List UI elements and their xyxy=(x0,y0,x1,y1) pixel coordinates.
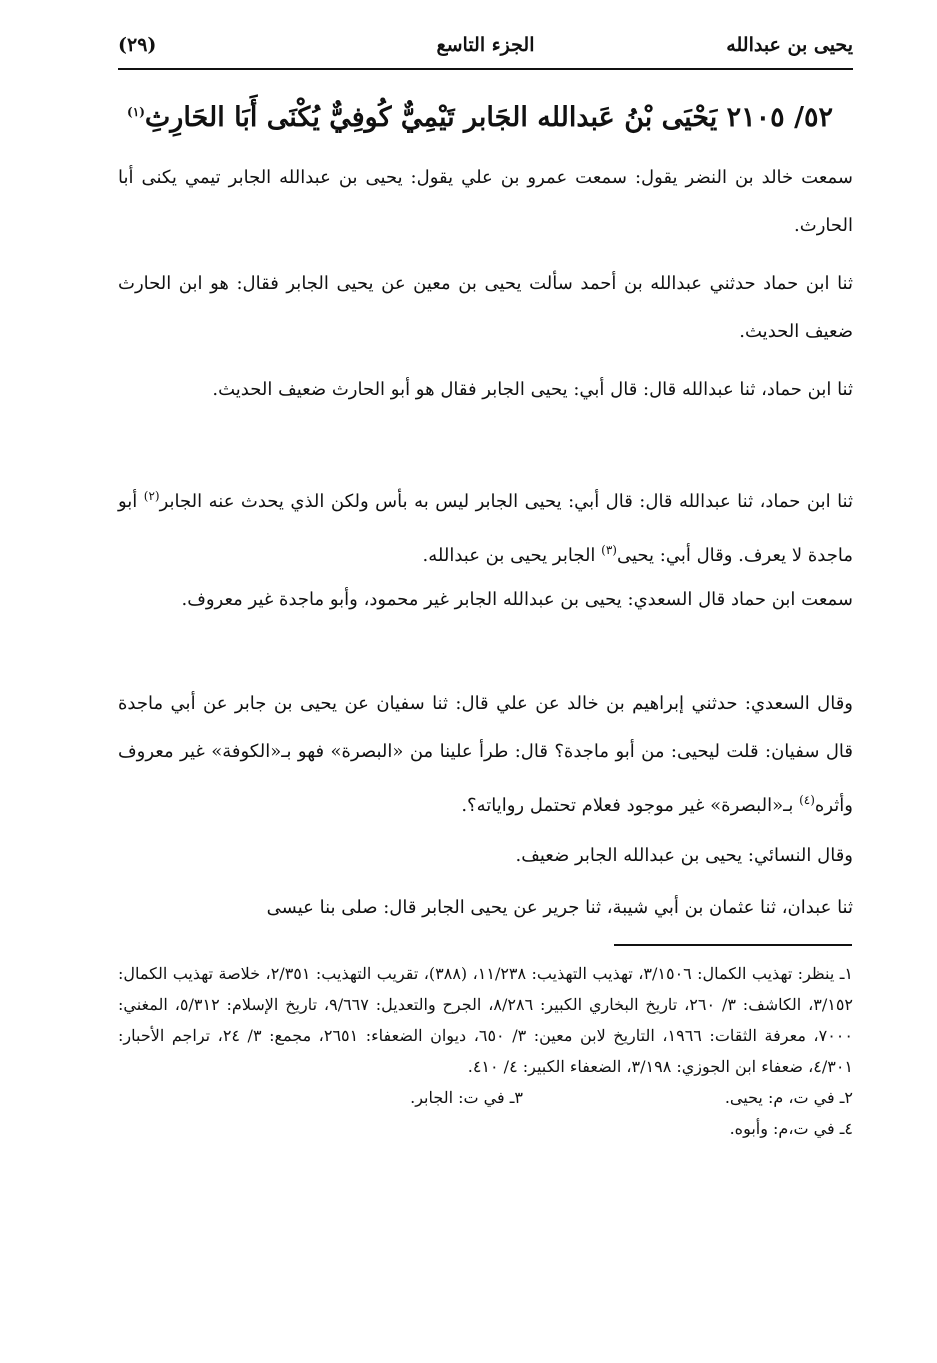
paragraph-text: بـ«البصرة» غير موجود فعلام تحتمل رواياته؟. xyxy=(461,795,800,816)
paragraph: ثنا ابن حماد حدثني عبدالله بن أحمد سألت يحيى بن معين عن يحيى الجابر فقال: هو ابن الحارث ضعيف الحديث. xyxy=(118,273,853,342)
footnote-marker: (١) xyxy=(127,105,145,119)
header-divider xyxy=(118,68,853,70)
header-chapter-name: يحيى بن عبدالله xyxy=(726,34,853,56)
header-page-number: (٢٩) xyxy=(118,34,157,56)
running-header xyxy=(118,30,853,66)
paragraph-text: أبو ماجدة لا يعرف. وقال أبي: يحيى xyxy=(118,491,853,566)
footnote-1: ١ـ ينظر: تهذيب الكمال: ٣/١٥٠٦، تهذيب التهذيب: ١١/٢٣٨، (٣٨٨)، تقريب التهذيب: ٢/٣٥١، خلاصة تهذيب الكمال: ٣/١٥٢، الكاشف: ٣/ ٢٦٠، تاريخ البخاري الكبير: ٨/٢٨٦، الجرح والتعديل: ٩/٦٦٧، تاريخ الإسلام: ٥/٣١٢، المغني: ٧٠٠٠، معرفة الثقات: ١٩٦٦، التاريخ لابن معين: ٣/ ٦٥٠، ديوان الضعفاء: ٢٦٥١، مجمع: ٣/ ٢٤، تراجم الأحبار: ٤/٣٠١، ضعفاء ابن الجوزي: ٣/١٩٨، الضعفاء الكبير: ٤/ ٤١٠. xyxy=(118,964,854,1076)
footnote-4: ٤ـ في ت،م: وأبوه. xyxy=(729,1119,853,1138)
paragraph xyxy=(118,680,853,830)
paragraph: سمعت ابن حماد قال السعدي: يحيى بن عبدالله الجابر غير محمود، وأبو ماجدة غير معروف. xyxy=(181,589,853,610)
paragraph-text: ثنا ابن حماد، ثنا عبدالله قال: قال أبي: يحيى الجابر ليس به بأس ولكن الذي يحدث عنه الجابر xyxy=(159,491,853,512)
paragraph: سمعت خالد بن النضر يقول: سمعت عمرو بن علي يقول: يحيى بن عبدالله الجابر تيمي يكنى أبا الحارث. xyxy=(118,167,853,236)
paragraph-text: وقال السعدي: حدثني إبراهيم بن خالد عن علي قال: ثنا سفيان عن يحيى بن جابر عن أبي ماجدة قال سفيان: قلت ليحيى: من أبو ماجدة؟ قال: طرأ علينا من «البصرة» فهو بـ«الكوفة» غير معروف وأثره xyxy=(118,693,853,816)
paragraph-text: الجابر يحيى بن عبدالله. xyxy=(422,545,602,566)
footnote-marker: (٤) xyxy=(799,793,815,807)
footnote-marker: (٢) xyxy=(143,489,160,503)
paragraph xyxy=(118,472,853,580)
footnote-row xyxy=(118,1082,853,1113)
footnote-2: ٢ـ في ت، م: يحيى. xyxy=(724,1088,853,1107)
footnote-row xyxy=(118,1113,853,1144)
paragraph: ثنا عبدان، ثنا عثمان بن أبي شيبة، ثنا جرير عن يحيى الجابر قال: صلى بنا عيسى xyxy=(266,897,853,918)
entry-title-text: ٥٢/ ٢١٠٥ يَحْيَى بْنُ عَبدالله الجَابر تَيْمِيٌّ كُوفِيٌّ يُكْنَى أَبَا الحَارِثِ xyxy=(144,102,833,133)
footnote-marker: (٣) xyxy=(601,543,617,557)
footnote-divider xyxy=(614,944,852,946)
entry-title xyxy=(100,92,860,138)
paragraph: وقال النسائي: يحيى بن عبدالله الجابر ضعيف. xyxy=(515,845,853,866)
header-volume-title: الجزء التاسع xyxy=(436,34,535,56)
footnotes xyxy=(118,958,853,1144)
paragraph: ثنا ابن حماد، ثنا عبدالله قال: قال أبي: يحيى الجابر فقال هو أبو الحارث ضعيف الحديث. xyxy=(212,379,853,400)
footnote-3: ٣ـ في ت: الجابر. xyxy=(410,1088,523,1107)
